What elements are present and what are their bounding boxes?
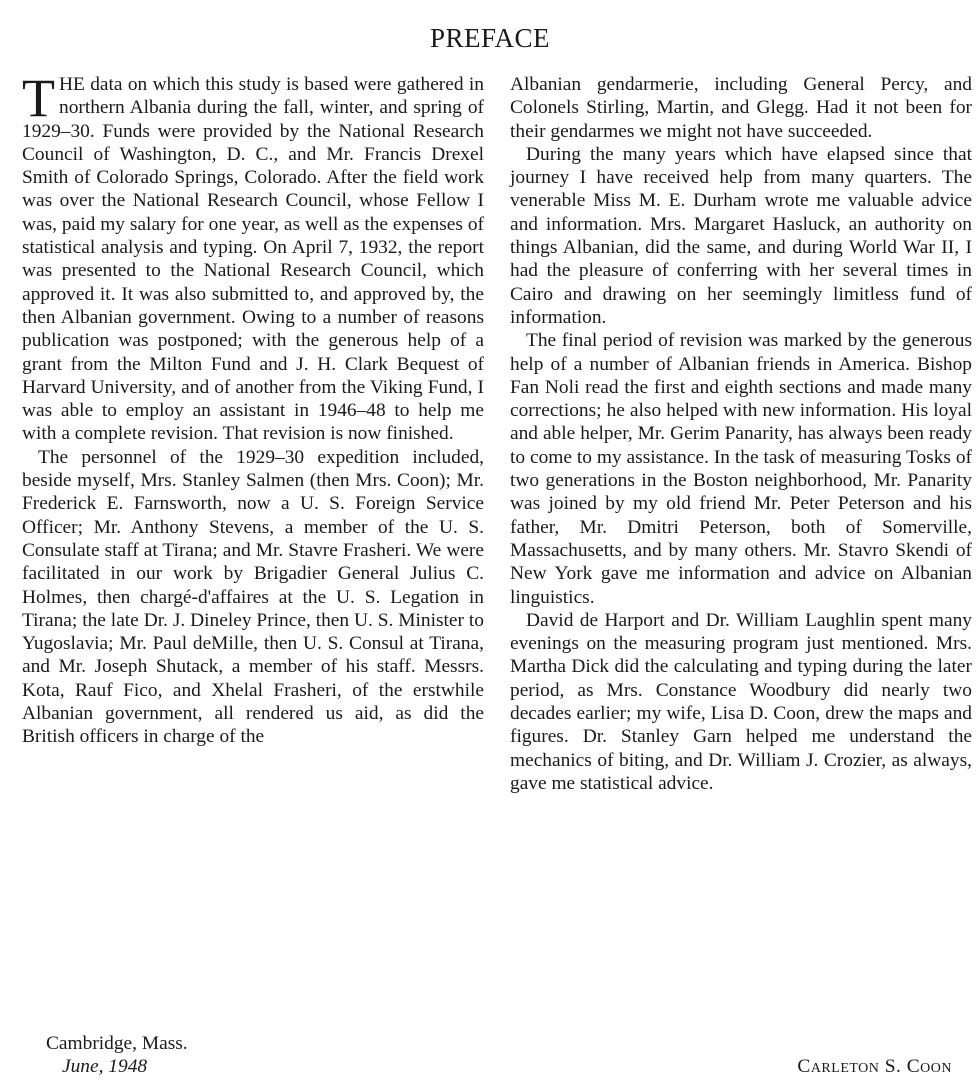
paragraph-3: During the many years which have elapsed since that journey I have received help from many quarters. The venerable Miss M. E. Durham wrote me valuable advice and information. Mrs. Margaret Hasluck, an authority on things Albanian, did the same, and during World War II, I had the pleasure of conferring with her several times in Cairo and drawing on her seemingly limitless fund of information. [510,143,972,328]
drop-cap: T [22,68,55,128]
paragraph-1 [22,68,484,446]
page-title: PREFACE [429,23,551,53]
paragraph-4: The final period of revision was marked by the generous help of a number of Albanian friends in America. Bishop Fan Noli read the first and eighth sections and made many corrections; he also helped with new information. His loyal and able helper, Mr. Gerim Panarity, has always been ready to come to my assistance. In the task of measuring Tosks of two generations in the Boston neighborhood, Mr. Panarity was joined by my old friend Mr. Peter Peterson and his father, Mr. Dmitri Peterson, both of Somerville, Massachusetts, and by many others. Mr. Stavro Skendi of New York gave me information and advice on Albanian linguistics. [510,330,972,608]
date-line: June, 1948 [62,1056,148,1077]
left-column [22,68,484,749]
place-line: Cambridge, Mass. [46,1033,188,1054]
right-column [510,73,972,795]
author-signature: Carleton S. Coon [797,1056,952,1077]
paragraph-5: David de Harport and Dr. William Laughlin spent many evenings on the measuring program just mentioned. Mrs. Martha Dick did the calculating and typing during the later period, as Mrs. Constance Woodbury did nearly two decades earlier; my wife, Lisa D. Coon, drew the maps and figures. Dr. Stanley Garn helped me understand the mechanics of biting, and Dr. William J. Crozier, as always, gave me statistical advice. [510,609,972,794]
paragraph-1-text: HE data on which this study is based were gathered in northern Albania during the fall, winter, and spring of 1929–30. Funds were provided by the National Research Council of Washington, D. C., and Mr. Francis Drexel Smith of Colorado Springs, Colorado. After the field work was over the National Research Council, whose Fellow I was, paid my salary for one year, as well as the expenses of statistical analysis and typing. On April 7, 1932, the report was presented to the National Research Council, which approved it. It was also submitted to, and approved by, the then Albanian government. Owing to a number of reasons publication was postponed; with the generous help of a grant from the Milton Fund and J. H. Clark Bequest of Harvard University, and of another from the Viking Fund, I was able to employ an assistant in 1946–48 to help me with a complete revision. That revision is now finished. [22,74,484,445]
paragraph-2-continued: Albanian gendarmerie, including General Percy, and Colonels Stirling, Martin, and Glegg. Had it not been for their gendarmes we might not have succeeded. [510,74,972,142]
paragraph-2: The personnel of the 1929–30 expedition included, beside myself, Mrs. Stanley Salmen (then Mrs. Coon); Mr. Frederick E. Farnsworth, now a U. S. Foreign Service Officer; Mr. Anthony Stevens, a member of the U. S. Consulate staff at Tirana; and Mr. Stavre Frasheri. We were facilitated in our work by Brigadier General Julius C. Holmes, then chargé-d'affaires at the U. S. Legation in Tirana; the late Dr. J. Dineley Prince, then U. S. Minister to Yugoslavia; Mr. Paul deMille, then U. S. Consul at Tirana, and Mr. Joseph Shutack, a member of his staff. Messrs. Kota, Rauf Fico, and Xhelal Frasheri, of the erstwhile Albanian government, all rendered us aid, as did the British officers in charge of the [22,446,484,748]
